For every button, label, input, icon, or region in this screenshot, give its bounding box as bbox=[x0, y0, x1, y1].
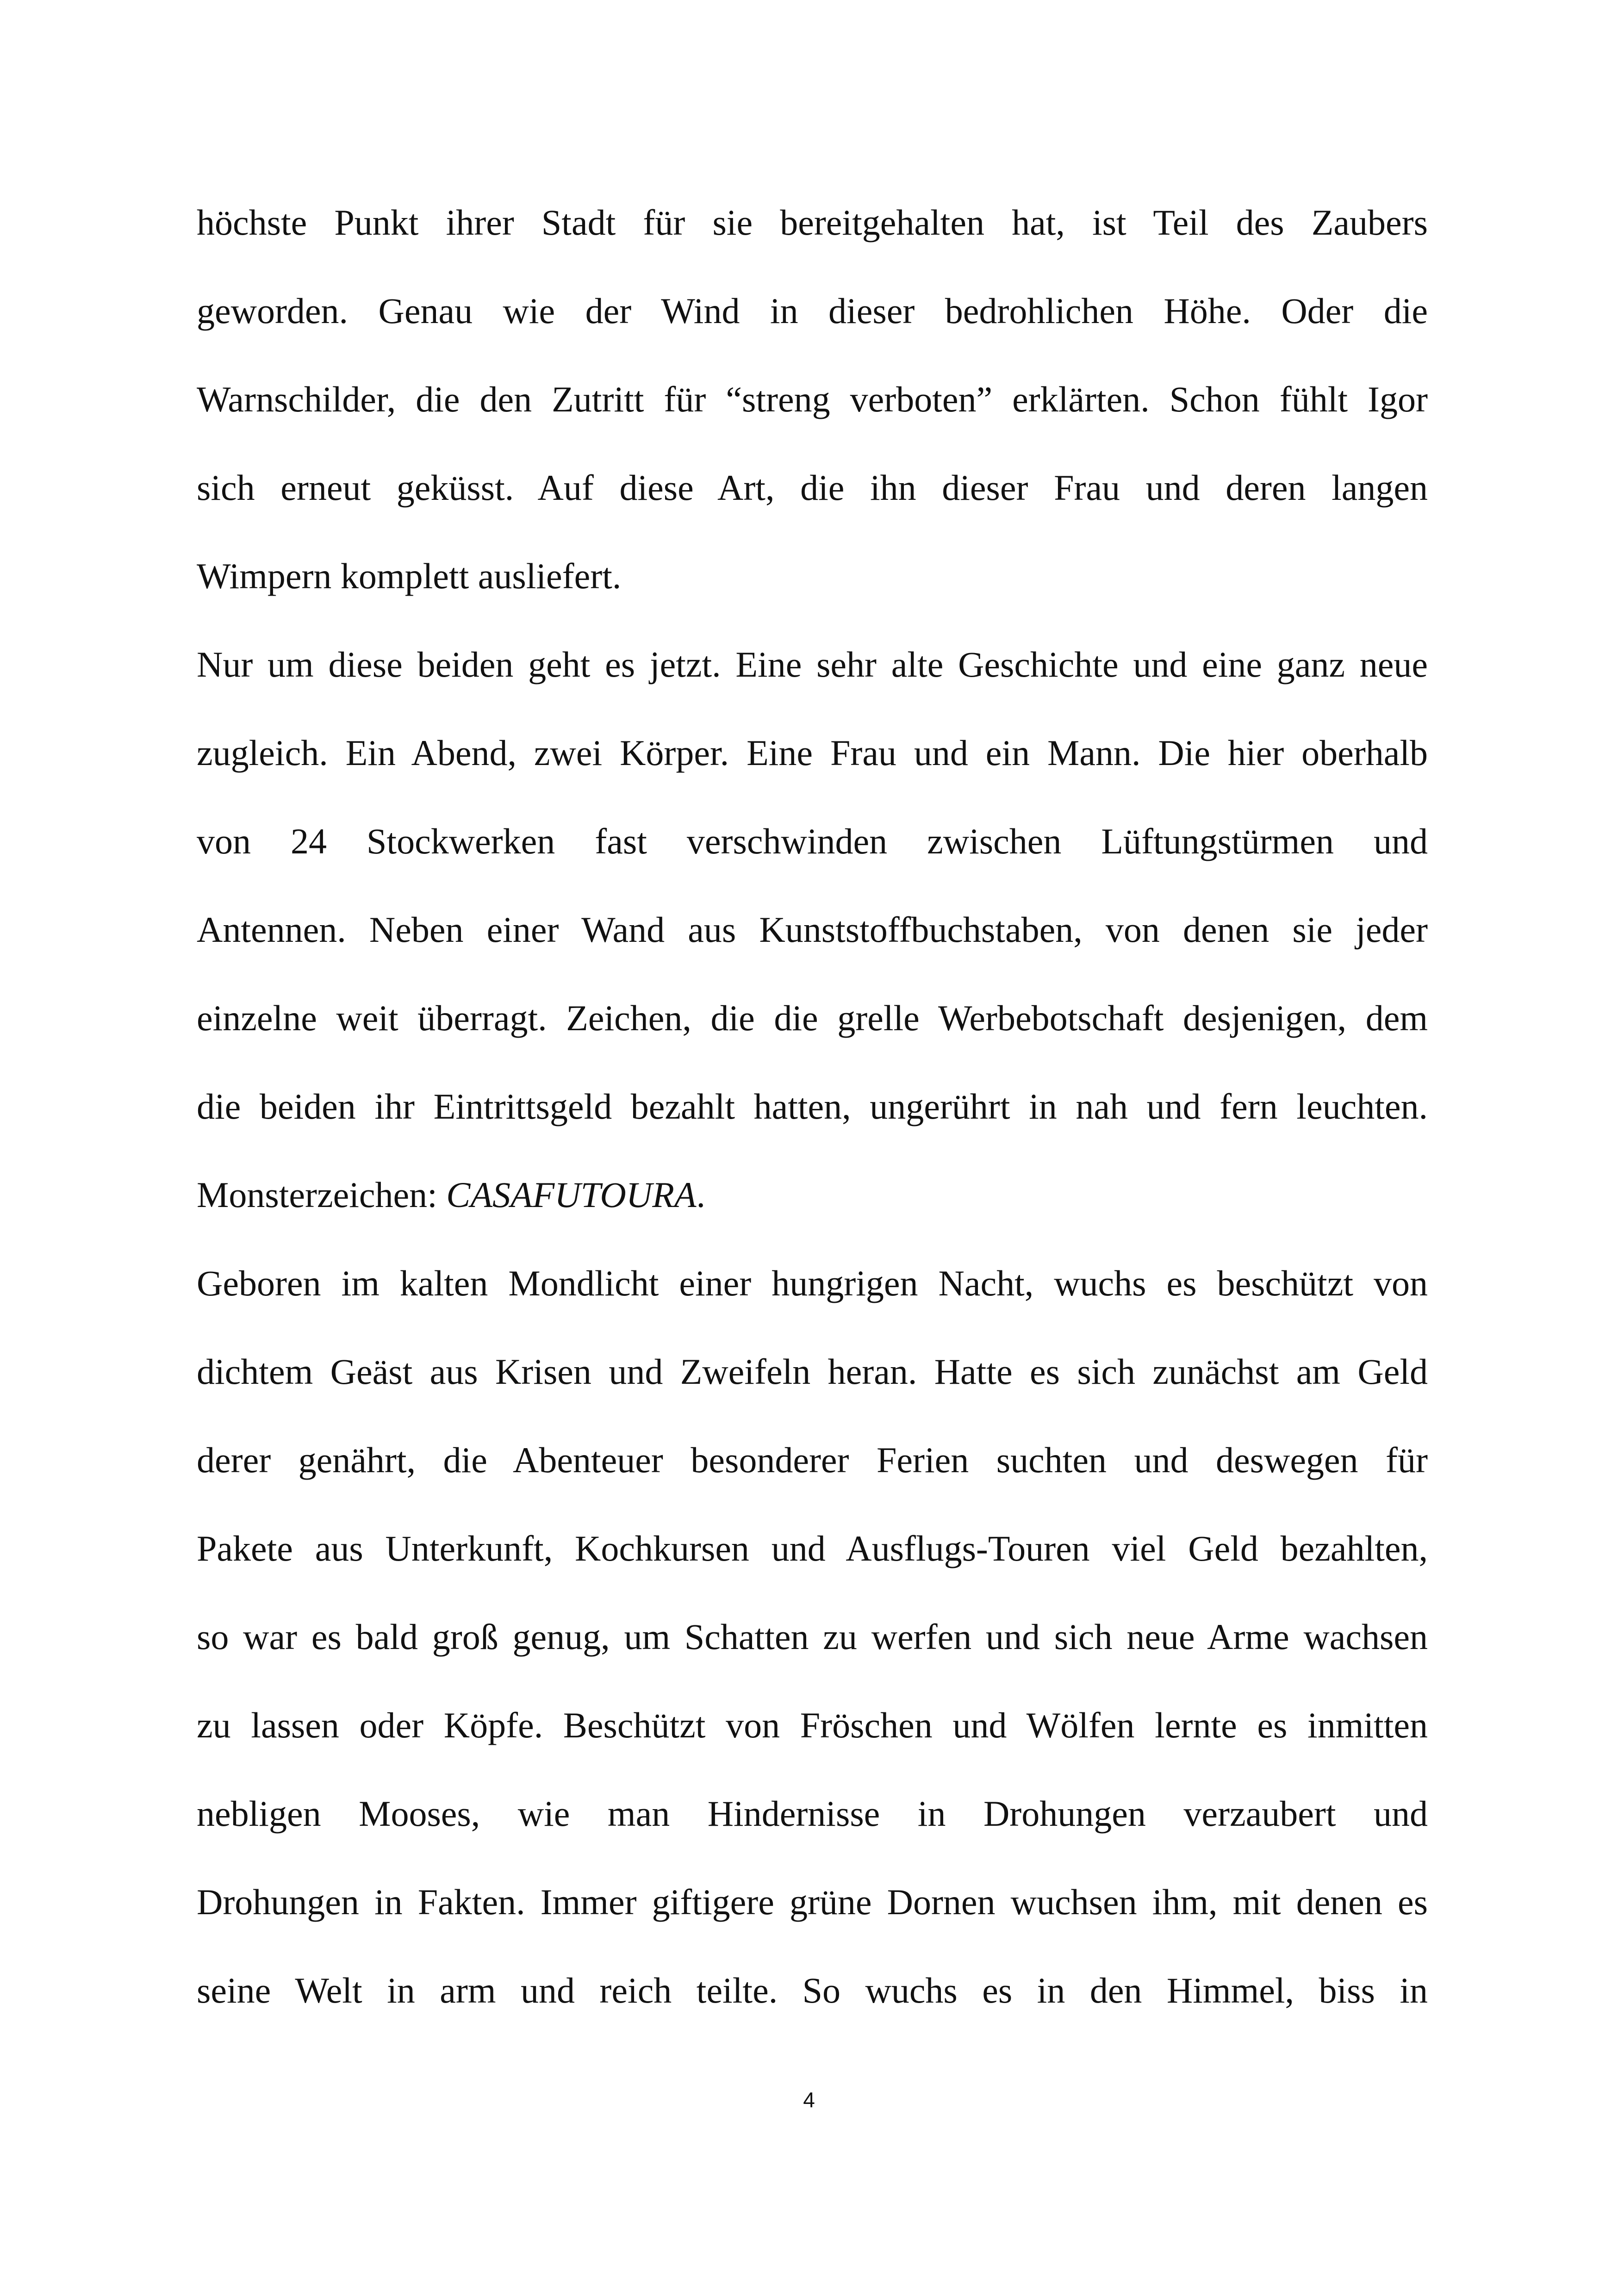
text-line: Wimpern komplett ausliefert. bbox=[197, 556, 622, 596]
text-line: höchste Punkt ihrer Stadt für sie bereitgehalten hat, ist Teil des Zaubers bbox=[197, 202, 1428, 243]
text-line: zu lassen oder Köpfe. Beschützt von Fröschen und Wölfen lernte es inmitten bbox=[197, 1705, 1428, 1745]
text-line: Nur um diese beiden geht es jetzt. Eine sehr alte Geschichte und eine ganz neue bbox=[197, 644, 1428, 684]
text-line: Pakete aus Unterkunft, Kochkursen und Ausflugs-Touren viel Geld bezahlten, bbox=[197, 1528, 1428, 1568]
text-line: seine Welt in arm und reich teilte. So wuchs es in den Himmel, biss in bbox=[197, 1970, 1428, 2010]
text-line: derer genährt, die Abenteuer besonderer Ferien suchten und deswegen für bbox=[197, 1440, 1428, 1480]
brand-name: CASAFUTOURA bbox=[446, 1175, 697, 1215]
text-line: dichtem Geäst aus Krisen und Zweifeln heran. Hatte es sich zunächst am Geld bbox=[197, 1351, 1428, 1392]
paragraph-3 bbox=[197, 1239, 1428, 2035]
closing-suffix: . bbox=[696, 1175, 706, 1215]
text-line: sich erneut geküsst. Auf diese Art, die ihn dieser Frau und deren langen bbox=[197, 467, 1428, 508]
text-line: Antennen. Neben einer Wand aus Kunststoffbuchstaben, von denen sie jeder bbox=[197, 909, 1428, 950]
text-line: zugleich. Ein Abend, zwei Körper. Eine Frau und ein Mann. Die hier oberhalb bbox=[197, 733, 1428, 773]
body-text bbox=[197, 178, 1428, 2035]
page-number: 4 bbox=[803, 2088, 815, 2112]
text-line: Warnschilder, die den Zutritt für “streng verboten” erklärten. Schon fühlt Igor bbox=[197, 379, 1428, 419]
text-line-closing bbox=[197, 1151, 1428, 1239]
text-line: Geboren im kalten Mondlicht einer hungrigen Nacht, wuchs es beschützt von bbox=[197, 1263, 1428, 1303]
text-line: von 24 Stockwerken fast verschwinden zwischen Lüftungstürmen und bbox=[197, 821, 1428, 861]
text-line: nebligen Mooses, wie man Hindernisse in Drohungen verzaubert und bbox=[197, 1793, 1428, 1834]
text-line: einzelne weit überragt. Zeichen, die die grelle Werbebotschaft desjenigen, dem bbox=[197, 998, 1428, 1038]
paragraph-2 bbox=[197, 620, 1428, 1239]
text-line: die beiden ihr Eintrittsgeld bezahlt hatten, ungerührt in nah und fern leuchten. bbox=[197, 1086, 1428, 1126]
text-line: so war es bald groß genug, um Schatten zu werfen und sich neue Arme wachsen bbox=[197, 1617, 1428, 1657]
paragraph-1 bbox=[197, 178, 1428, 620]
text-line: Drohungen in Fakten. Immer giftigere grüne Dornen wuchsen ihm, mit denen es bbox=[197, 1882, 1428, 1922]
closing-prefix: Monsterzeichen: bbox=[197, 1175, 447, 1215]
text-line: geworden. Genau wie der Wind in dieser bedrohlichen Höhe. Oder die bbox=[197, 291, 1428, 331]
